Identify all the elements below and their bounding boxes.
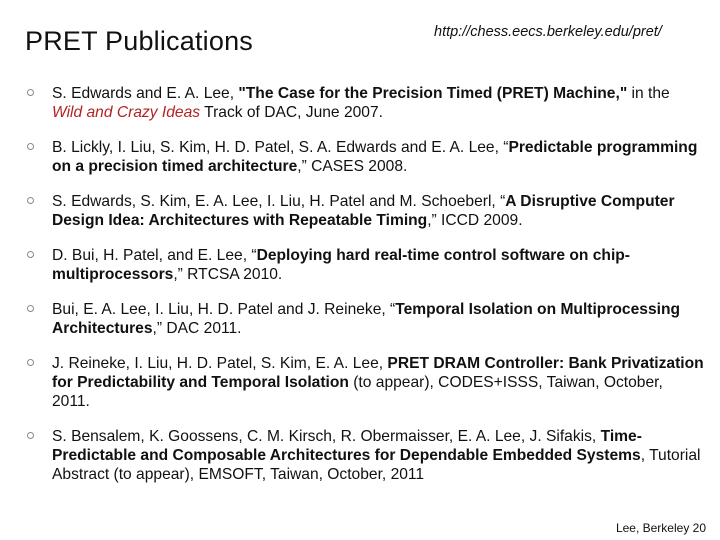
pub-authors: S. Edwards, S. Kim, E. A. Lee, I. Liu, H. Patel and M. Schoeberl, “: [52, 193, 506, 210]
bullet-circle-icon: [27, 305, 34, 312]
pub-track-name: Wild and Crazy Ideas: [52, 104, 201, 121]
publication-item: [24, 354, 704, 411]
pub-authors: S. Bensalem, K. Goossens, C. M. Kirsch, R. Obermaisser, E. A. Lee, J. Sifakis,: [52, 428, 601, 445]
bullet-circle-icon: [27, 251, 34, 258]
bullet-circle-icon: [27, 89, 34, 96]
pub-title: PRET DRAM Controller: Bank Privatization for Predictability and Temporal Isolation: [52, 355, 704, 391]
bullet-circle-icon: [27, 197, 34, 204]
publication-list: [24, 84, 704, 484]
pub-venue: ,” DAC 2011.: [152, 320, 242, 337]
pub-connector: in the: [627, 85, 670, 102]
publication-item: [24, 84, 704, 122]
slide-title: PRET Publications: [25, 26, 254, 56]
pub-authors: S. Edwards and E. A. Lee,: [52, 85, 239, 102]
bullet-circle-icon: [27, 359, 34, 366]
pub-title: Predictable programming on a precision timed architecture: [52, 139, 698, 175]
pub-venue: ,” CASES 2008.: [297, 158, 408, 175]
pub-venue: Track of DAC, June 2007.: [200, 104, 383, 121]
bullet-circle-icon: [27, 143, 34, 150]
slide-footer: Lee, Berkeley 20: [615, 521, 706, 535]
pub-title: Deploying hard real-time control software on chip-multiprocessors: [52, 247, 630, 283]
bullet-circle-icon: [27, 432, 34, 439]
pub-title: A Disruptive Computer Design Idea: Architectures with Repeatable Timing: [52, 193, 675, 229]
pub-authors: J. Reineke, I. Liu, H. D. Patel, S. Kim, E. A. Lee,: [52, 355, 388, 372]
pub-title: Temporal Isolation on Multiprocessing Architectures: [52, 301, 681, 337]
publication-item: [24, 192, 704, 230]
publication-item: [24, 246, 704, 284]
publication-item: [24, 427, 704, 484]
pub-venue: , Tutorial Abstract (to appear), EMSOFT, Taiwan, October, 2011: [52, 447, 701, 483]
pub-authors: D. Bui, H. Patel, and E. Lee, “: [52, 247, 257, 264]
pub-title: "The Case for the Precision Timed (PRET) Machine,": [238, 85, 628, 102]
publication-item: [24, 300, 704, 338]
project-url: http://chess.eecs.berkeley.edu/pret/: [434, 24, 662, 40]
pub-venue: ,” RTCSA 2010.: [173, 266, 283, 283]
publication-item: [24, 138, 704, 176]
pub-venue: (to appear), CODES+ISSS, Taiwan, October, 2011.: [52, 374, 663, 410]
pub-authors: B. Lickly, I. Liu, S. Kim, H. D. Patel, S. A. Edwards and E. A. Lee, “: [52, 139, 509, 156]
pub-venue: ,” ICCD 2009.: [427, 212, 523, 229]
pub-title: Time-Predictable and Composable Architectures for Dependable Embedded Systems: [52, 428, 642, 464]
pub-authors: Bui, E. A. Lee, I. Liu, H. D. Patel and J. Reineke, “: [52, 301, 396, 318]
